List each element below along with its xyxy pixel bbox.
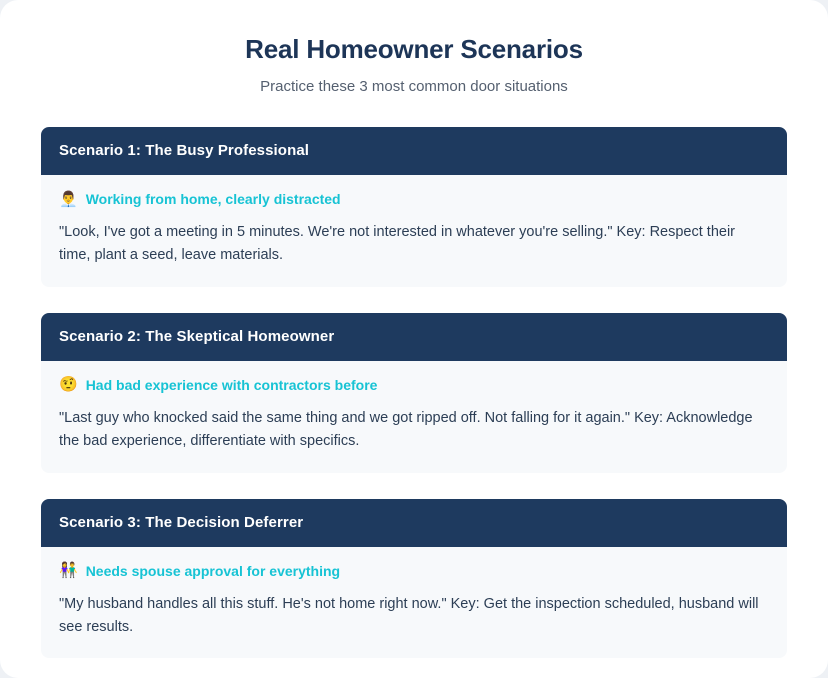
couple-emoji: 👫 — [59, 562, 78, 580]
page-subtitle: Practice these 3 most common door situations — [260, 78, 568, 95]
scenario-situation-label-2: Had bad experience with contractors before — [85, 376, 378, 393]
page-header — [0, 0, 828, 95]
scenario-text-1: "Look, I've got a meeting in 5 minutes. We're not interested in whatever you're selling." Key: Respect their time, plant a seed, leave materials. — [59, 224, 736, 263]
scenario-list — [0, 127, 828, 658]
scenario-card-3 — [41, 499, 787, 659]
scenario-header-bar-3 — [41, 499, 787, 547]
scenario-situation-label-3: Needs spouse approval for everything — [85, 562, 341, 579]
scenario-body-3 — [41, 547, 787, 659]
scenario-situation-1 — [59, 191, 769, 207]
scenario-header-bar-1 — [41, 127, 787, 175]
scenario-header-bar-2 — [41, 313, 787, 361]
scenario-body-1 — [41, 175, 787, 287]
page-title: Real Homeowner Scenarios — [245, 34, 583, 64]
scenario-title-1: Scenario 1: The Busy Professional — [59, 142, 310, 159]
scenario-title-3: Scenario 3: The Decision Deferrer — [59, 513, 304, 531]
scenario-situation-label-1: Working from home, clearly distracted — [85, 191, 341, 207]
scenario-text-3: "My husband handles all this stuff. He's not home right now." Key: Get the inspection scheduled, husband will see results. — [59, 595, 759, 635]
scenario-text-2: "Last guy who knocked said the same thing and we got ripped off. Not falling for it again." Key: Acknowledge the bad experience, differentiate with specifics. — [59, 409, 753, 449]
scenario-card-1 — [41, 127, 787, 287]
raised-eyebrow-face-emoji: 🤨 — [59, 376, 78, 394]
scenario-body-2 — [41, 361, 787, 473]
scenario-card-2 — [41, 313, 787, 473]
scenario-situation-2 — [59, 377, 769, 393]
scenario-situation-3 — [59, 563, 769, 579]
office-worker-emoji: 👨‍💼 — [59, 190, 78, 208]
scenario-title-2: Scenario 2: The Skeptical Homeowner — [59, 327, 335, 345]
